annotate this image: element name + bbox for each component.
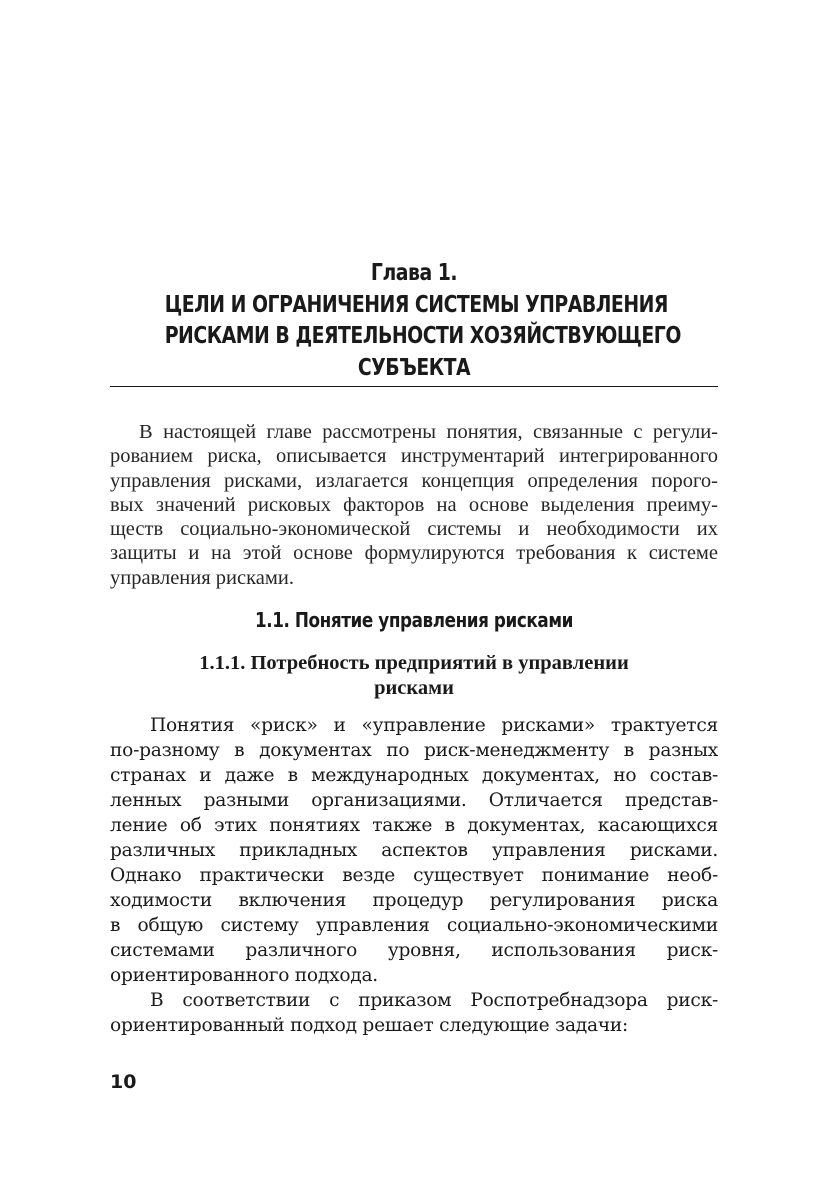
body-line: странах и даже в международных документах, но состав- — [110, 765, 718, 786]
page-number: 10 — [110, 1071, 137, 1093]
chapter-title-line: РИСКАМИ В ДЕЯТЕЛЬНОСТИ ХОЗЯЙСТВУЮЩЕГО — [164, 323, 681, 349]
abstract-line: управления рисками, излагается концепция определения порого- — [110, 469, 718, 492]
abstract-line: В настоящей главе рассмотрены понятия, связанные с регули- — [139, 421, 718, 443]
chapter-title-line: СУБЪЕКТА — [357, 354, 471, 381]
body-line: Понятия «риск» и «управление рисками» трактуется — [150, 715, 718, 736]
chapter-title-line: ЦЕЛИ И ОГРАНИЧЕНИЯ СИСТЕМЫ УПРАВЛЕНИЯ — [164, 291, 668, 318]
chapter-abstract — [110, 420, 718, 590]
chapter-label: Глава 1. — [370, 260, 458, 286]
chapter-heading — [164, 258, 681, 384]
abstract-line: управления рисками. — [110, 566, 294, 589]
body-line: ленных разными организациями. Отличается представ- — [110, 790, 718, 811]
abstract-line: защиты и на этой основе формулируются требования к системе — [110, 542, 718, 565]
body-line: системами различного уровня, использования риск- — [110, 940, 718, 961]
chapter-divider — [110, 386, 718, 387]
body-line: ориентированный подход решает следующие задачи: — [110, 1015, 629, 1036]
body-line: В соответствии с приказом Роспотребнадзора риск- — [150, 990, 718, 1011]
body-line: ориентированного подхода. — [110, 965, 378, 986]
body-line: по-разному в документах по риск-менеджменту в разных — [110, 740, 718, 761]
subsection-title-line: 1.1.1. Потребность предприятий в управлении — [199, 652, 629, 674]
subsection-heading — [110, 651, 718, 700]
body-line: Однако практически везде существует понимание необ- — [110, 865, 718, 886]
body-line: различных прикладных аспектов управления рисками. — [110, 840, 718, 861]
abstract-line: ществ социально-экономической системы и необходимости их — [110, 518, 718, 541]
body-text — [110, 713, 718, 1038]
body-line: в общую систему управления социально-экономическими — [110, 915, 718, 936]
body-line: ление об этих понятиях также в документах, касающихся — [110, 815, 718, 836]
subsection-title-line: рисками — [374, 676, 454, 699]
body-line: ходимости включения процедур регулирования риска — [110, 890, 718, 911]
abstract-line: вых значений рисковых факторов на основе выделения преиму- — [110, 493, 718, 516]
abstract-line: рованием риска, описывается инструментарий интегрированного — [110, 445, 718, 468]
section-heading: 1.1. Понятие управления рисками — [255, 608, 573, 632]
